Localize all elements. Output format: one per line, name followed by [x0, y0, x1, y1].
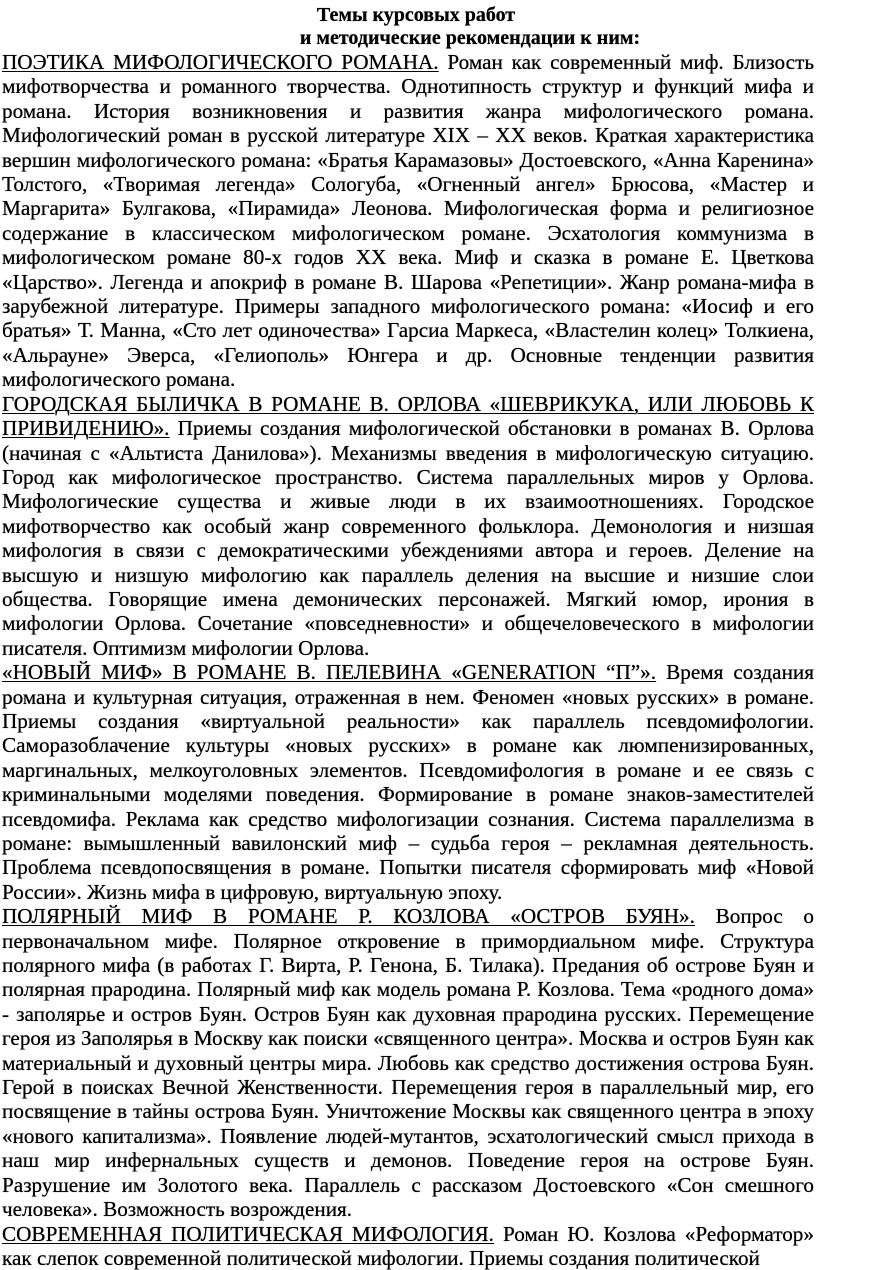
document-body	[2, 50, 814, 1270]
section-heading: СОВРЕМЕННАЯ ПОЛИТИЧЕСКАЯ МИФОЛОГИЯ.	[2, 1222, 494, 1246]
document-title-line-2: и методические рекомендации к ним:	[62, 26, 878, 50]
section-text: Время создания романа и культурная ситуация, отраженная в нем. Феномен «новых русских» в романе. Приемы создания «виртуальной реальности» как параллель псевдомифологии. Саморазоблачение культуры «новых русских» в романе как люмпенизированных, маргинальных, мелкоуголовных элементов. Псевдомифология в романе и ее связь с криминальными моделями поведения. Формирование в романе знаков-заместителей псевдомифа. Реклама как средство мифологизации сознания. Система параллелизма в романе: вымышленный вавилонский миф – судьба героя – рекламная деятельность. Проблема псевдопосвящения в романе. Попытки писателя сформировать миф «Новой России». Жизнь мифа в цифровую, виртуальную эпоху.	[2, 660, 814, 904]
section-pelevin	[2, 660, 814, 904]
document-title-line-1: Темы курсовых работ	[8, 3, 824, 27]
section-text: Приемы создания мифологической обстановки в романах В. Орлова (начиная с «Альтиста Данилова»). Механизмы введения в мифологическую ситуацию. Город как мифологическое пространство. Система параллельных миров у Орлова. Мифологические существа и живые люди в их взаимоотношениях. Городское мифотворчество как особый жанр современного фольклора. Демонология и низшая мифология в связи с демократическими убеждениями автора и героев. Деление на высшую и низшую мифологию как параллель деления на высшие и низшие слои общества. Говорящие имена демонических персонажей. Мягкий юмор, ирония в мифологии Орлова. Сочетание «повседневности» и общечеловеческого в мифологии писателя. Оптимизм мифологии Орлова.	[2, 416, 814, 660]
section-kozlov-buyan	[2, 904, 814, 1221]
section-text: Роман Ю. Козлова «Реформатор» как слепок современной политической мифологии. Приемы создания политической	[2, 1222, 814, 1270]
section-text: Роман как современный миф. Близость мифотворчества и романного творчества. Однотипность структур и функций мифа и романа. История возникновения и развития жанра мифологического романа. Мифологический роман в русской литературе XIX – XX веков. Краткая характеристика вершин мифологического романа: «Братья Карамазовы» Достоевского, «Анна Каренина» Толстого, «Творимая легенда» Сологуба, «Огненный ангел» Брюсова, «Мастер и Маргарита» Булгакова, «Пирамида» Леонова. Мифологическая форма и религиозное содержание в классическом мифологическом романе. Эсхатология коммунизма в мифологическом романе 80-х годов XX века. Миф и сказка в романе Е. Цветкова «Царство». Легенда и апокриф в романе В. Шарова «Репетиции». Жанр романа-мифа в зарубежной литературе. Примеры западного мифологического романа: «Иосиф и его братья» Т. Манна, «Сто лет одиночества» Гарсиа Маркеса, «Властелин колец» Толкиена, «Альрауне» Эверса, «Гелиополь» Юнгера и др. Основные тенденции развития мифологического романа.	[2, 50, 814, 391]
section-heading: ПОЛЯРНЫЙ МИФ В РОМАНЕ Р. КОЗЛОВА «ОСТРОВ БУЯН».	[2, 904, 695, 928]
section-heading: ГОРОДСКАЯ БЫЛИЧКА В РОМАНЕ В. ОРЛОВА «ШЕВРИКУКА, ИЛИ ЛЮБОВЬ К ПРИВИДЕНИЮ».	[2, 392, 814, 440]
section-mythological-novel	[2, 50, 814, 392]
section-heading: «НОВЫЙ МИФ» В РОМАНЕ В. ПЕЛЕВИНА «GENERATION “П”».	[2, 660, 656, 684]
section-orlov	[2, 392, 814, 660]
section-political-mythology	[2, 1222, 814, 1270]
section-text: Вопрос о первоначальном мифе. Полярное откровение в примордиальном мифе. Структура полярного мифа (в работах Г. Вирта, Р. Генона, Б. Тилака). Предания об острове Буян и полярная прародина. Полярный миф как модель романа Р. Козлова. Тема «родного дома» - заполярье и остров Буян. Остров Буян как духовная прародина русских. Перемещение героя из Заполярья в Москву как поиски «священного центра». Москва и остров Буян как материальный и духовный центры мира. Любовь как средство достижения острова Буян. Герой в поисках Вечной Женственности. Перемещения героя в параллельный мир, его посвящение в тайны острова Буян. Уничтожение Москвы как священного центра в эпоху «нового капитализма». Появление людей-мутантов, эсхатологический смысл прихода в наш мир инфернальных существ и демонов. Поведение героя на острове Буян. Разрушение им Золотого века. Параллель с рассказом Достоевского «Сон смешного человека». Возможность возрождения.	[2, 904, 814, 1221]
section-heading: ПОЭТИКА МИФОЛОГИЧЕСКОГО РОМАНА.	[2, 50, 439, 74]
